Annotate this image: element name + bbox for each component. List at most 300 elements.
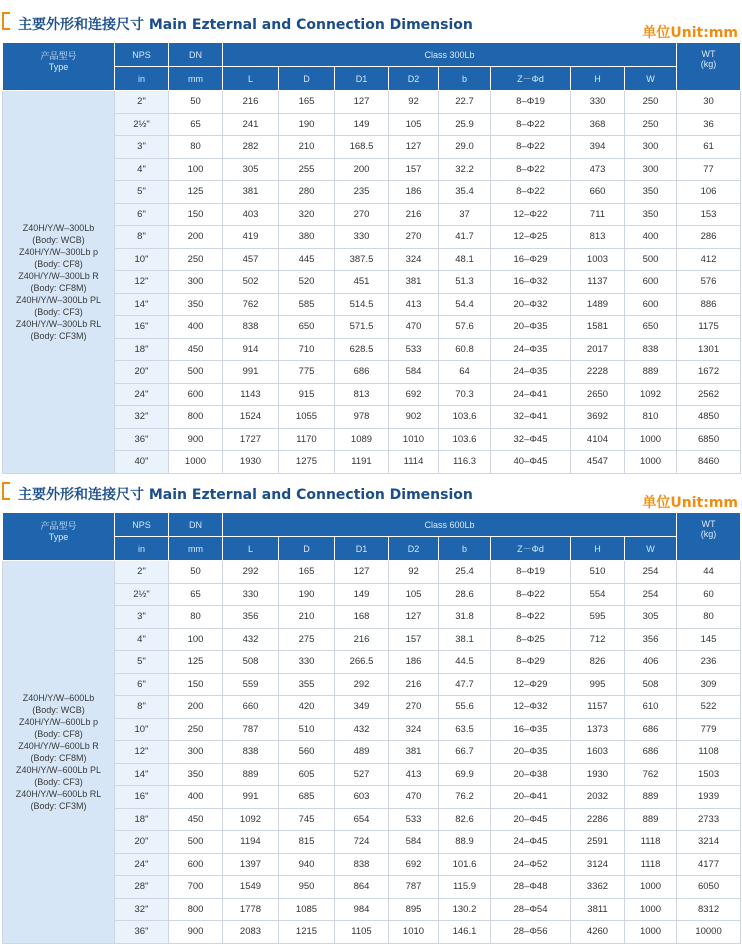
table-cell: 8–Φ29 [491, 651, 571, 674]
nps-header: NPS [115, 513, 169, 537]
table-cell: 500 [625, 248, 677, 271]
table-cell: 32.2 [439, 158, 491, 181]
model-header: 产品型号 Type [3, 43, 115, 91]
model-line: Z40H/Y/W–600Lb PL [15, 764, 102, 775]
table-cell: 20–Φ45 [491, 808, 571, 831]
model-line: Z40H/Y/W–300Lb p [18, 246, 99, 257]
table-cell: 44 [677, 561, 741, 584]
table-cell: 350 [169, 763, 223, 786]
table-cell: 381 [389, 741, 439, 764]
table-cell: 1603 [571, 741, 625, 764]
table-cell: 157 [389, 158, 439, 181]
model-line: (Body: CF3) [34, 776, 83, 787]
table-cell: 400 [169, 316, 223, 339]
table-cell: 20" [115, 361, 169, 384]
table-cell: 44.5 [439, 651, 491, 674]
table-cell: 950 [279, 876, 335, 899]
table-cell: 355 [279, 673, 335, 696]
table-cell: 8–Φ22 [491, 181, 571, 204]
column-header: L [223, 537, 279, 561]
model-line: Z40H/Y/W–600Lb RL [15, 788, 102, 799]
table-cell: 149 [335, 113, 389, 136]
table-cell: 186 [389, 651, 439, 674]
table-cell: 8460 [677, 451, 741, 474]
table-cell: 60 [677, 583, 741, 606]
table-cell: 38.1 [439, 628, 491, 651]
table-cell: 292 [335, 673, 389, 696]
table-cell: 254 [625, 561, 677, 584]
table-cell: 92 [389, 91, 439, 114]
table-cell: 445 [279, 248, 335, 271]
table-cell: 686 [625, 741, 677, 764]
model-line: (Body: WCB) [32, 704, 85, 715]
table-cell: 889 [625, 361, 677, 384]
table-cell: 400 [169, 786, 223, 809]
column-header: b [439, 67, 491, 91]
table-cell: 168 [335, 606, 389, 629]
table-cell: 745 [279, 808, 335, 831]
table-cell: 2017 [571, 338, 625, 361]
table-cell: 8312 [677, 898, 741, 921]
table-cell: 450 [169, 808, 223, 831]
table-cell: 826 [571, 651, 625, 674]
table-cell: 77 [677, 158, 741, 181]
table-cell: 32" [115, 898, 169, 921]
table-cell: 1000 [625, 876, 677, 899]
table-cell: 559 [223, 673, 279, 696]
table-cell: 66.7 [439, 741, 491, 764]
table-cell: 1930 [223, 451, 279, 474]
table-cell: 8–Φ22 [491, 606, 571, 629]
table-cell: 270 [389, 696, 439, 719]
table-cell: 324 [389, 248, 439, 271]
table-cell: 149 [335, 583, 389, 606]
table-cell: 309 [677, 673, 741, 696]
table-row [3, 91, 741, 114]
table-cell: 2083 [223, 921, 279, 944]
table-cell: 381 [389, 271, 439, 294]
section-title: 主要外形和连接尺寸 Main Ezternal and Connection Dimension [18, 17, 473, 33]
table-cell: 254 [625, 583, 677, 606]
column-header: b [439, 537, 491, 561]
table-cell: 1939 [677, 786, 741, 809]
table-cell: 65 [169, 113, 223, 136]
table-cell: 16–Φ32 [491, 271, 571, 294]
table-cell: 510 [571, 561, 625, 584]
table-cell: 660 [223, 696, 279, 719]
table-cell: 1003 [571, 248, 625, 271]
table-cell: 889 [625, 786, 677, 809]
table-cell: 775 [279, 361, 335, 384]
table-cell: 473 [571, 158, 625, 181]
model-line: (Body: CF3M) [30, 330, 87, 341]
table-cell: 28" [115, 876, 169, 899]
table-cell: 724 [335, 831, 389, 854]
table-cell: 554 [571, 583, 625, 606]
table-cell: 350 [625, 181, 677, 204]
table-cell: 1055 [279, 406, 335, 429]
table-cell: 286 [677, 226, 741, 249]
nps-unit: in [115, 537, 169, 561]
table-cell: 1301 [677, 338, 741, 361]
table-cell: 70.3 [439, 383, 491, 406]
table-cell: 991 [223, 786, 279, 809]
model-line: (Body: CF8) [34, 728, 83, 739]
table-cell: 1000 [625, 898, 677, 921]
table-cell: 838 [335, 853, 389, 876]
table-cell: 324 [389, 718, 439, 741]
table-cell: 686 [335, 361, 389, 384]
wt-header: WT (kg) [677, 43, 741, 91]
table-cell: 692 [389, 383, 439, 406]
table-cell: 500 [169, 361, 223, 384]
heading-marker [2, 12, 10, 30]
table-cell: 368 [571, 113, 625, 136]
table-cell: 250 [625, 113, 677, 136]
table-cell: 100 [169, 628, 223, 651]
table-cell: 36 [677, 113, 741, 136]
table-cell: 1397 [223, 853, 279, 876]
column-header: D2 [389, 537, 439, 561]
table-cell: 24–Φ35 [491, 338, 571, 361]
table-cell: 10" [115, 718, 169, 741]
table-cell: 650 [625, 316, 677, 339]
table-cell: 712 [571, 628, 625, 651]
table-cell: 150 [169, 203, 223, 226]
table-cell: 762 [223, 293, 279, 316]
table-cell: 8–Φ22 [491, 158, 571, 181]
table-cell: 241 [223, 113, 279, 136]
table-cell: 813 [571, 226, 625, 249]
table-cell: 216 [335, 628, 389, 651]
table-cell: 20" [115, 831, 169, 854]
table-row [3, 561, 741, 584]
model-line: (Body: CF3) [34, 306, 83, 317]
table-cell: 5" [115, 651, 169, 674]
table-cell: 838 [223, 316, 279, 339]
dimension-table [2, 512, 741, 944]
table-cell: 92 [389, 561, 439, 584]
table-cell: 533 [389, 808, 439, 831]
table-cell: 105 [389, 113, 439, 136]
table-cell: 8–Φ19 [491, 561, 571, 584]
column-header: D2 [389, 67, 439, 91]
table-cell: 650 [279, 316, 335, 339]
model-line: (Body: CF3M) [30, 800, 87, 811]
table-cell: 255 [279, 158, 335, 181]
table-cell: 1275 [279, 451, 335, 474]
table-cell: 300 [169, 271, 223, 294]
table-cell: 3" [115, 136, 169, 159]
table-cell: 105 [389, 583, 439, 606]
table-cell: 915 [279, 383, 335, 406]
table-cell: 330 [279, 651, 335, 674]
table-cell: 330 [571, 91, 625, 114]
table-cell: 40" [115, 451, 169, 474]
table-cell: 210 [279, 606, 335, 629]
table-cell: 305 [223, 158, 279, 181]
table-cell: 864 [335, 876, 389, 899]
dn-header: DN [169, 513, 223, 537]
table-cell: 216 [389, 203, 439, 226]
column-header: W [625, 67, 677, 91]
table-cell: 451 [335, 271, 389, 294]
table-cell: 3811 [571, 898, 625, 921]
table-cell: 210 [279, 136, 335, 159]
table-cell: 349 [335, 696, 389, 719]
table-cell: 4850 [677, 406, 741, 429]
section-heading [0, 6, 742, 42]
table-cell: 80 [169, 136, 223, 159]
table-cell: 1118 [625, 831, 677, 854]
table-cell: 16" [115, 786, 169, 809]
table-cell: 900 [169, 921, 223, 944]
table-cell: 130.2 [439, 898, 491, 921]
table-cell: 560 [279, 741, 335, 764]
table-cell: 36" [115, 428, 169, 451]
table-cell: 432 [223, 628, 279, 651]
table-cell: 1137 [571, 271, 625, 294]
nps-header: NPS [115, 43, 169, 67]
table-cell: 8" [115, 696, 169, 719]
table-cell: 18" [115, 338, 169, 361]
table-cell: 3214 [677, 831, 741, 854]
model-line: Z40H/Y/W–600Lb p [18, 716, 99, 727]
dn-header: DN [169, 43, 223, 67]
dn-unit: mm [169, 537, 223, 561]
table-cell: 24–Φ52 [491, 853, 571, 876]
table-cell: 40–Φ45 [491, 451, 571, 474]
table-cell: 2591 [571, 831, 625, 854]
table-cell: 65 [169, 583, 223, 606]
table-cell: 168.5 [335, 136, 389, 159]
table-cell: 8–Φ25 [491, 628, 571, 651]
table-cell: 125 [169, 181, 223, 204]
table-cell: 270 [335, 203, 389, 226]
table-cell: 300 [169, 741, 223, 764]
model-line: (Body: CF8M) [30, 282, 87, 293]
table-cell: 125 [169, 651, 223, 674]
table-cell: 533 [389, 338, 439, 361]
table-cell: 585 [279, 293, 335, 316]
table-cell: 115.9 [439, 876, 491, 899]
table-cell: 1489 [571, 293, 625, 316]
table-cell: 64 [439, 361, 491, 384]
table-cell: 146.1 [439, 921, 491, 944]
table-cell: 356 [625, 628, 677, 651]
table-cell: 595 [571, 606, 625, 629]
table-cell: 36" [115, 921, 169, 944]
table-cell: 886 [677, 293, 741, 316]
table-cell: 300 [625, 158, 677, 181]
table-cell: 686 [625, 718, 677, 741]
table-cell: 12–Φ32 [491, 696, 571, 719]
table-cell: 700 [169, 876, 223, 899]
column-header: H [571, 67, 625, 91]
table-cell: 787 [223, 718, 279, 741]
table-cell: 1010 [389, 921, 439, 944]
table-cell: 1010 [389, 428, 439, 451]
section-300lb [0, 6, 742, 468]
column-header: L [223, 67, 279, 91]
table-cell: 41.7 [439, 226, 491, 249]
table-cell: 2562 [677, 383, 741, 406]
table-cell: 116.3 [439, 451, 491, 474]
table-cell: 10" [115, 248, 169, 271]
table-cell: 153 [677, 203, 741, 226]
table-cell: 127 [335, 561, 389, 584]
table-cell: 394 [571, 136, 625, 159]
table-cell: 3124 [571, 853, 625, 876]
model-line: (Body: CF8M) [30, 752, 87, 763]
table-cell: 30 [677, 91, 741, 114]
table-cell: 55.6 [439, 696, 491, 719]
table-cell: 250 [625, 91, 677, 114]
model-line: Z40H/Y/W–300Lb [22, 222, 95, 233]
table-cell: 76.2 [439, 786, 491, 809]
table-cell: 457 [223, 248, 279, 271]
table-cell: 1092 [625, 383, 677, 406]
table-cell: 813 [335, 383, 389, 406]
column-header: W [625, 537, 677, 561]
class-header: Class 300Lb [223, 43, 677, 67]
table-cell: 127 [335, 91, 389, 114]
table-cell: 150 [169, 673, 223, 696]
table-cell: 28–Φ54 [491, 898, 571, 921]
table-cell: 165 [279, 561, 335, 584]
table-cell: 4177 [677, 853, 741, 876]
table-cell: 320 [279, 203, 335, 226]
table-cell: 902 [389, 406, 439, 429]
table-cell: 1092 [223, 808, 279, 831]
table-cell: 6850 [677, 428, 741, 451]
table-cell: 200 [169, 226, 223, 249]
table-cell: 32–Φ45 [491, 428, 571, 451]
table-cell: 14" [115, 763, 169, 786]
model-line: Z40H/Y/W–300Lb RL [15, 318, 102, 329]
model-line: Z40H/Y/W–300Lb PL [15, 294, 102, 305]
table-cell: 520 [279, 271, 335, 294]
table-cell: 1118 [625, 853, 677, 876]
table-cell: 800 [169, 406, 223, 429]
model-cell [3, 91, 115, 474]
table-cell: 350 [625, 203, 677, 226]
table-cell: 200 [169, 696, 223, 719]
table-cell: 2286 [571, 808, 625, 831]
table-cell: 978 [335, 406, 389, 429]
table-cell: 413 [389, 763, 439, 786]
table-cell: 14" [115, 293, 169, 316]
table-cell: 432 [335, 718, 389, 741]
table-cell: 508 [223, 651, 279, 674]
table-cell: 1191 [335, 451, 389, 474]
wt-header: WT (kg) [677, 513, 741, 561]
column-header: Z－Φd [491, 67, 571, 91]
table-cell: 61 [677, 136, 741, 159]
table-cell: 710 [279, 338, 335, 361]
table-cell: 387.5 [335, 248, 389, 271]
table-cell: 413 [389, 293, 439, 316]
table-cell: 12" [115, 741, 169, 764]
table-cell: 12" [115, 271, 169, 294]
table-cell: 4547 [571, 451, 625, 474]
table-cell: 711 [571, 203, 625, 226]
table-cell: 20–Φ38 [491, 763, 571, 786]
column-header: H [571, 537, 625, 561]
table-cell: 25.9 [439, 113, 491, 136]
table-cell: 1000 [625, 921, 677, 944]
column-header: Z－Φd [491, 537, 571, 561]
table-cell: 1524 [223, 406, 279, 429]
table-cell: 900 [169, 428, 223, 451]
table-cell: 186 [389, 181, 439, 204]
section-heading [0, 476, 742, 512]
table-cell: 403 [223, 203, 279, 226]
table-cell: 216 [223, 91, 279, 114]
table-cell: 2" [115, 561, 169, 584]
column-header: D [279, 67, 335, 91]
table-cell: 991 [223, 361, 279, 384]
table-cell: 2733 [677, 808, 741, 831]
table-cell: 514.5 [335, 293, 389, 316]
table-cell: 412 [677, 248, 741, 271]
table-cell: 4260 [571, 921, 625, 944]
table-cell: 6" [115, 673, 169, 696]
table-cell: 527 [335, 763, 389, 786]
table-cell: 600 [169, 383, 223, 406]
table-cell: 29.0 [439, 136, 491, 159]
table-cell: 25.4 [439, 561, 491, 584]
table-cell: 32–Φ41 [491, 406, 571, 429]
table-cell: 22.7 [439, 91, 491, 114]
table-cell: 165 [279, 91, 335, 114]
table-cell: 508 [625, 673, 677, 696]
unit-label: 单位Unit:mm [642, 495, 738, 511]
table-cell: 20–Φ41 [491, 786, 571, 809]
column-header: D1 [335, 67, 389, 91]
table-cell: 420 [279, 696, 335, 719]
table-cell: 16–Φ29 [491, 248, 571, 271]
table-cell: 80 [677, 606, 741, 629]
table-cell: 1105 [335, 921, 389, 944]
table-cell: 24–Φ41 [491, 383, 571, 406]
table-cell: 103.6 [439, 428, 491, 451]
table-cell: 800 [169, 898, 223, 921]
table-cell: 914 [223, 338, 279, 361]
table-cell: 984 [335, 898, 389, 921]
table-cell: 6050 [677, 876, 741, 899]
table-cell: 275 [279, 628, 335, 651]
table-cell: 1930 [571, 763, 625, 786]
table-cell: 787 [389, 876, 439, 899]
table-cell: 610 [625, 696, 677, 719]
table-cell: 127 [389, 606, 439, 629]
table-cell: 24" [115, 853, 169, 876]
table-cell: 145 [677, 628, 741, 651]
model-line: Z40H/Y/W–300Lb R [18, 270, 99, 281]
table-cell: 654 [335, 808, 389, 831]
table-cell: 60.8 [439, 338, 491, 361]
table-cell: 69.9 [439, 763, 491, 786]
table-cell: 600 [625, 271, 677, 294]
table-cell: 685 [279, 786, 335, 809]
table-cell: 576 [677, 271, 741, 294]
table-cell: 400 [625, 226, 677, 249]
table-cell: 660 [571, 181, 625, 204]
table-cell: 35.4 [439, 181, 491, 204]
table-cell: 54.4 [439, 293, 491, 316]
table-cell: 57.6 [439, 316, 491, 339]
